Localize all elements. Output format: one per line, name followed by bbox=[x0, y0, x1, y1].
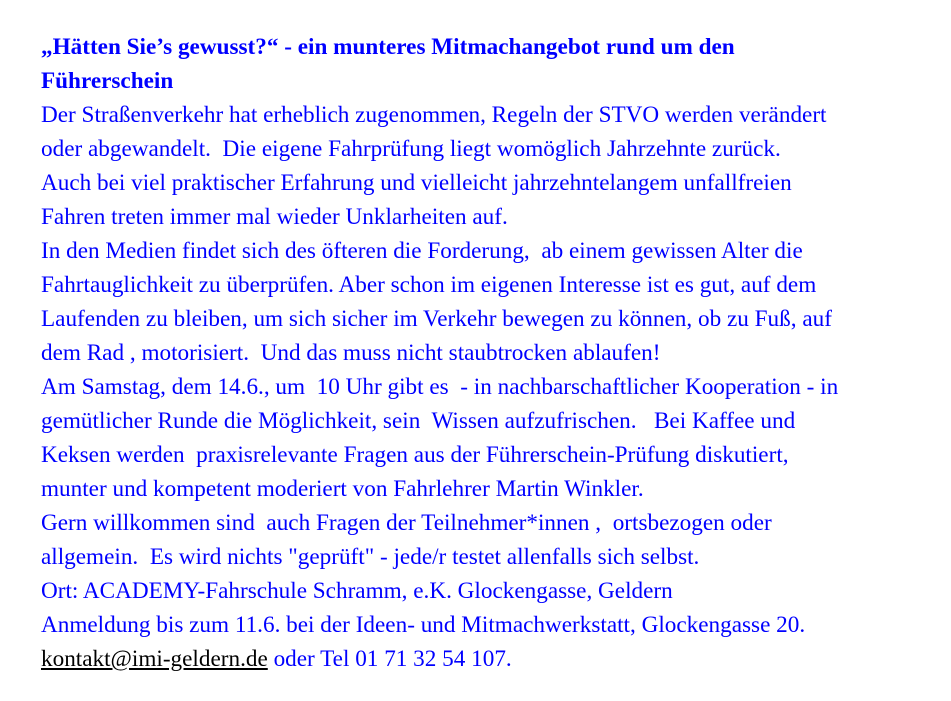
body-line-6: Fahrtauglichkeit zu überprüfen. Aber schon im eigenen Interesse ist es gut, auf dem bbox=[41, 272, 817, 298]
body-line-8: dem Rad , motorisiert. Und das muss nicht staubtrocken ablaufen! bbox=[41, 340, 661, 366]
email-link[interactable]: kontakt@imi-geldern.de bbox=[41, 646, 268, 672]
body-line-10: gemütlicher Runde die Möglichkeit, sein Wissen aufzufrischen. Bei Kaffee und bbox=[41, 408, 796, 434]
title-line-1: „Hätten Sie’s gewusst?“ - ein munteres Mitmachangebot rund um den bbox=[41, 34, 735, 60]
body-line-4: Fahren treten immer mal wieder Unklarheiten auf. bbox=[41, 204, 508, 230]
document-body bbox=[41, 30, 936, 676]
body-line-5: In den Medien findet sich des öfteren die Forderung, ab einem gewissen Alter die bbox=[41, 238, 803, 264]
body-line-11: Keksen werden praxisrelevante Fragen aus der Führerschein-Prüfung diskutiert, bbox=[41, 442, 789, 468]
contact-phone-text: oder Tel 01 71 32 54 107. bbox=[267, 646, 512, 672]
body-line-15: Ort: ACADEMY-Fahrschule Schramm, e.K. Glockengasse, Geldern bbox=[41, 578, 673, 604]
contact-line bbox=[41, 642, 936, 676]
body-line-9: Am Samstag, dem 14.6., um 10 Uhr gibt es - in nachbarschaftlicher Kooperation - in bbox=[41, 374, 839, 400]
body-line-2: oder abgewandelt. Die eigene Fahrprüfung liegt womöglich Jahrzehnte zurück. bbox=[41, 136, 781, 162]
body-line-7: Laufenden zu bleiben, um sich sicher im Verkehr bewegen zu können, ob zu Fuß, auf bbox=[41, 306, 832, 332]
body-line-14: allgemein. Es wird nichts "geprüft" - jede/r testet allenfalls sich selbst. bbox=[41, 544, 700, 570]
body-line-3: Auch bei viel praktischer Erfahrung und vielleicht jahrzehntelangem unfallfreien bbox=[41, 170, 792, 196]
body-line-1: Der Straßenverkehr hat erheblich zugenommen, Regeln der STVO werden verändert bbox=[41, 102, 827, 128]
body-line-16: Anmeldung bis zum 11.6. bei der Ideen- und Mitmachwerkstatt, Glockengasse 20. bbox=[41, 612, 806, 638]
title-line-2: Führerschein bbox=[41, 68, 174, 94]
body-line-13: Gern willkommen sind auch Fragen der Teilnehmer*innen , ortsbezogen oder bbox=[41, 510, 772, 536]
body-line-12: munter und kompetent moderiert von Fahrlehrer Martin Winkler. bbox=[41, 476, 644, 502]
